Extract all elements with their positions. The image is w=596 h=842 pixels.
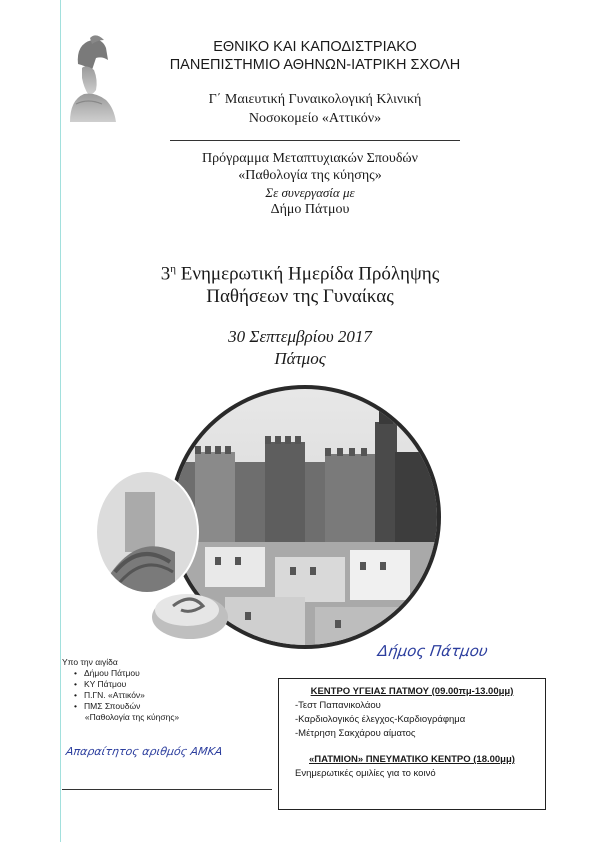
event-title-line-2: Παθήσεων της Γυναίκας: [206, 286, 394, 308]
partner-name: Δήμο Πάτμου: [270, 202, 350, 217]
aegis-item: • Δήμου Πάτμου: [84, 668, 262, 679]
handwritten-note: Απαραίτητος αριθμός ΑΜΚΑ: [65, 745, 224, 758]
clinic-heading: [150, 90, 480, 128]
event-number: 3: [160, 263, 171, 285]
schedule-section-2-heading: «ΠΑΤΜΙΟΝ» ΠΝΕΥΜΑΤΙΚΟ ΚΕΝΤΡΟ (18.00μμ): [309, 754, 515, 765]
clinic-line-2: Νοσοκομείο «Αττικόν»: [248, 111, 382, 126]
event-title: [95, 258, 505, 308]
schedule-section-1-heading: ΚΕΝΤΡΟ ΥΓΕΙΑΣ ΠΑΤΜΟΥ (09.00πμ-13.00μμ): [310, 686, 514, 697]
aegis-item: • Π.ΓΝ. «Αττικόν»: [84, 690, 262, 701]
aegis-list: [62, 657, 262, 723]
program-block: [120, 150, 500, 218]
clinic-line-1: Γ΄ Μαιευτική Γυναικολογική Κλινική: [208, 92, 422, 107]
aegis-item: • ΚΥ Πάτμου: [84, 679, 262, 690]
patmos-monastery-photo: [95, 382, 445, 662]
schedule-item: -Καρδιολογικός έλεγχος-Καρδιογράφημα: [295, 714, 466, 725]
university-line-2: ΠΑΝΕΠΙΣΤΗΜΙΟ ΑΘΗΝΩΝ-ΙΑΤΡΙΚΗ ΣΧΟΛΗ: [169, 57, 461, 73]
schedule-item: -Μέτρηση Σακχάρου αίματος: [295, 728, 416, 739]
university-line-1: ΕΘΝΙΚΟ ΚΑΙ ΚΑΠΟΔΙΣΤΡΙΑΚΟ: [213, 39, 417, 55]
event-date-place: [150, 326, 450, 370]
schedule-item: -Τεστ Παπανικολάου: [295, 700, 381, 711]
schedule-box: [278, 678, 546, 810]
aegis-heading: Υπο την αιγίδα: [62, 657, 118, 667]
university-heading: [150, 38, 480, 74]
handwritten-signature: Δήμος Πάτμου: [376, 642, 489, 660]
athena-logo: [62, 34, 120, 122]
schedule-item: Ενημερωτικές ομιλίες για το κοινό: [295, 768, 436, 779]
collaboration-text: Σε συνεργασία με: [265, 185, 355, 200]
event-date: 30 Σεπτεμβρίου 2017: [228, 327, 372, 346]
footer-divider: [62, 789, 272, 790]
margin-guide-line: [60, 0, 61, 842]
program-line-1: Πρόγραμμα Μεταπτυχιακών Σπουδών: [202, 151, 418, 166]
aegis-item-sub: «Παθολογία της κύησης»: [84, 712, 180, 722]
header-divider: [170, 140, 460, 141]
program-line-2: «Παθολογία της κύησης»: [238, 168, 382, 183]
event-title-text: Ενημερωτική Ημερίδα Πρόληψης: [176, 263, 440, 285]
event-place: Πάτμος: [274, 349, 326, 368]
event-title-line-1: [95, 258, 505, 285]
event-number-suffix: η: [170, 263, 177, 275]
aegis-item: • ΠΜΣ Σπουδών: [84, 701, 262, 712]
